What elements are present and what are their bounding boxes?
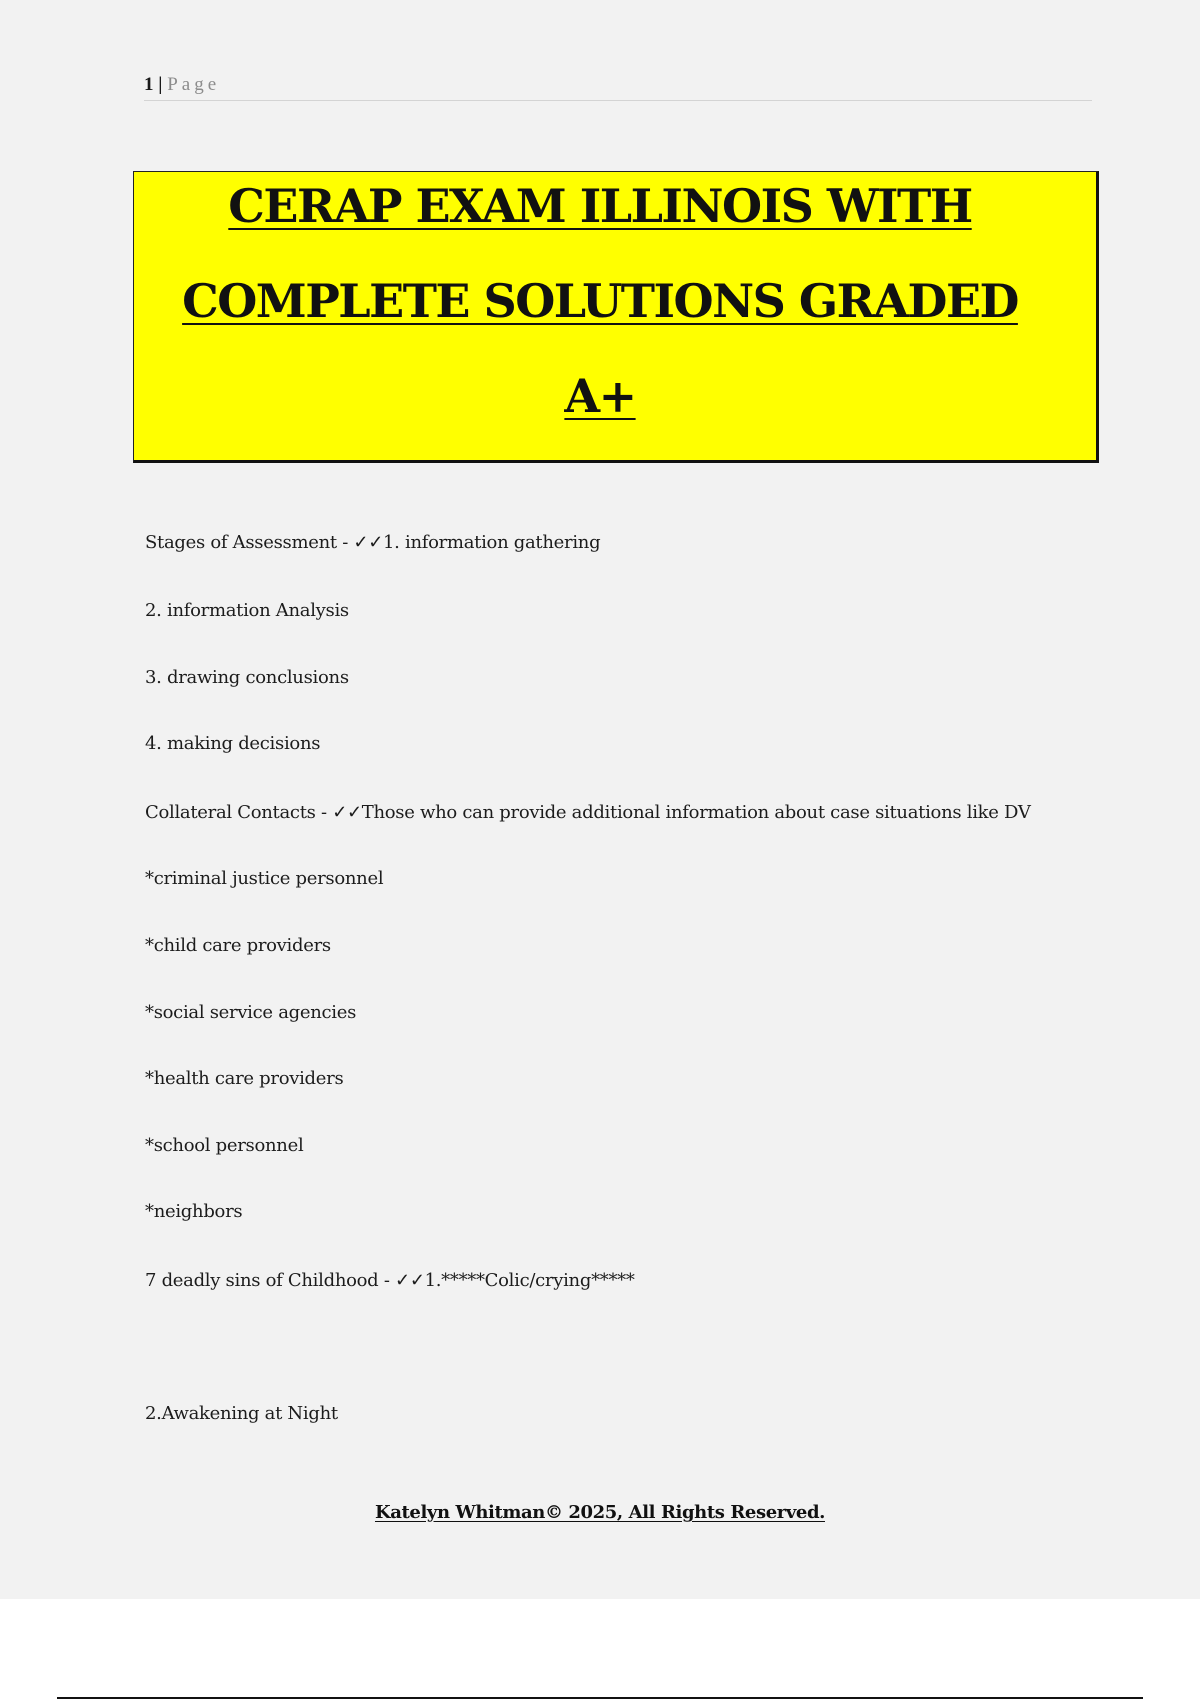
copyright-footer: Katelyn Whitman© 2025, All Rights Reserved. [374, 1502, 825, 1523]
paragraph-collateral-contacts: Collateral Contacts - ✓✓Those who can provide additional information about case situations like DV [145, 802, 1031, 823]
paragraph-making-decisions: 4. making decisions [145, 733, 321, 754]
list-item-child-care: *child care providers [145, 935, 331, 956]
list-item-health-care: *health care providers [145, 1068, 344, 1089]
paragraph-deadly-sins: 7 deadly sins of Childhood - ✓✓1.*****Colic/crying***** [145, 1270, 635, 1291]
page-label: Page [167, 74, 221, 95]
title-line-2: COMPLETE SOLUTIONS GRADED [182, 274, 1018, 328]
list-item-neighbors: *neighbors [145, 1201, 243, 1222]
list-item-criminal-justice: *criminal justice personnel [145, 868, 384, 889]
bottom-divider [57, 1697, 1143, 1699]
title-line-3: A+ [564, 369, 636, 423]
page-header [144, 72, 1092, 101]
list-item-social-service: *social service agencies [145, 1002, 357, 1023]
paragraph-drawing-conclusions: 3. drawing conclusions [145, 667, 349, 688]
title-line-1: CERAP EXAM ILLINOIS WITH [228, 179, 972, 233]
page-separator: | [158, 74, 163, 95]
paragraph-awakening-at-night: 2.Awakening at Night [145, 1403, 338, 1424]
paragraph-information-analysis: 2. information Analysis [145, 600, 349, 621]
paragraph-stages-of-assessment: Stages of Assessment - ✓✓1. information gathering [145, 532, 601, 553]
list-item-school-personnel: *school personnel [145, 1135, 304, 1156]
page-number: 1 [144, 74, 154, 95]
